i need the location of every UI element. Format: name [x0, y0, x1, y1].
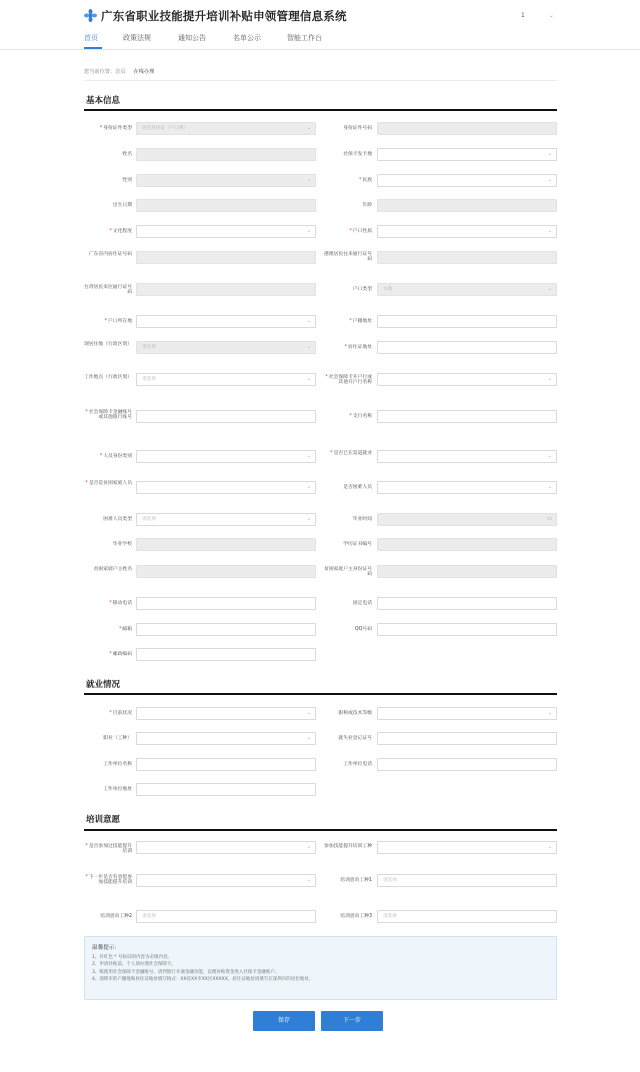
- chevron-down-icon: ⌄: [306, 735, 311, 741]
- chevron-down-icon: ⌄: [306, 125, 311, 131]
- chevron-down-icon: ⌄: [547, 484, 552, 490]
- chevron-down-icon: ⌄: [547, 453, 552, 459]
- chevron-down-icon: ⌄: [306, 877, 311, 883]
- desired-trade-1-label: 培训意向工种1: [340, 878, 372, 883]
- employer-name-label: 工作单位名称: [103, 762, 132, 767]
- landline-input[interactable]: [377, 597, 557, 610]
- chevron-down-icon: ⌄: [547, 177, 552, 183]
- section-rule: [84, 829, 557, 831]
- nav-active-indicator: [84, 47, 102, 49]
- hkmo-permit-label: 港澳居民往来通行证号码: [324, 252, 372, 263]
- training-type-label: 参加技能提升培训工种: [324, 844, 372, 849]
- id-number-input[interactable]: [377, 122, 557, 135]
- title-level-label: 职称或技术等级: [338, 711, 372, 716]
- diploma-number-label: 学历证书编号: [343, 542, 372, 547]
- chevron-down-icon: ⌄: [547, 228, 552, 234]
- occupation-select[interactable]: [136, 732, 316, 745]
- logo-icon: [84, 9, 97, 22]
- divider: [84, 80, 557, 81]
- user-menu[interactable]: 1: [521, 12, 525, 19]
- save-button[interactable]: 保存: [253, 1011, 315, 1031]
- chevron-down-icon: ⌄: [306, 318, 311, 324]
- gender-label: 性别: [122, 178, 132, 183]
- channel-employment-select[interactable]: [377, 450, 557, 463]
- desired-trade-3-select[interactable]: 请选择: [377, 910, 557, 923]
- person-category-label: *人员身份类别: [99, 454, 132, 459]
- tip-line: 2、申请补贴前，个人须办理社会保障卡。: [92, 962, 176, 968]
- employer-name-input[interactable]: [136, 758, 316, 771]
- nav-item-public-lists[interactable]: 名单公示: [233, 34, 261, 42]
- desired-trade-3-label: 培训意向工种3: [340, 914, 372, 919]
- chevron-down-icon: ⌄: [306, 376, 311, 382]
- title-level-select[interactable]: [377, 707, 557, 720]
- calendar-icon: ▭: [546, 516, 552, 522]
- employer-phone-input[interactable]: [377, 758, 557, 771]
- hardship-type-select[interactable]: 请选择 ⌄: [136, 513, 316, 526]
- mobile-input[interactable]: [136, 597, 316, 610]
- section-title-basic: 基本信息: [86, 96, 121, 106]
- email-label: *邮箱: [118, 627, 132, 632]
- education-label: *文化程度: [109, 229, 132, 234]
- current-status-label: *目前状况: [109, 711, 132, 716]
- hkmo-permit-input[interactable]: [377, 251, 557, 264]
- current-residence-select[interactable]: 请选择 ⌄: [136, 341, 316, 354]
- hukou-nature-select[interactable]: [377, 225, 557, 238]
- social-card-place-label: 社保卡发卡地: [343, 152, 372, 157]
- hukou-address-input[interactable]: [377, 315, 557, 328]
- chevron-down-icon: ⌄: [306, 453, 311, 459]
- social-bank-label: *社会保障卡开户行或其他开户行名称: [325, 375, 372, 386]
- current-residence-label: 现居住地（行政区划）: [84, 342, 132, 347]
- tw-permit-label: 台湾居民来往通行证号码: [84, 285, 132, 296]
- tip-line: 1、有红色 * 号标识的内容为必填内容。: [92, 955, 172, 960]
- qq-label: QQ号码: [354, 627, 372, 632]
- id-type-label: *身份证件类型: [99, 126, 132, 131]
- tip-line: 3、账使用社会保障卡金融账号，请到银行开通金融功能，以便补贴资金进入社保卡金融账户。: [92, 969, 280, 975]
- training-type-select[interactable]: [377, 841, 557, 854]
- site-title: 广东省职业技能提升培训补贴申领管理信息系统: [101, 9, 347, 23]
- employer-phone-label: 工作单位电话: [343, 762, 372, 767]
- email-input[interactable]: [136, 623, 316, 636]
- tips-box: [84, 936, 557, 1000]
- breadcrumb-current: 在线办理: [133, 69, 155, 75]
- branch-name-label: *支行名称: [349, 414, 372, 419]
- employer-address-input[interactable]: [136, 783, 316, 796]
- section-title-employment: 就业情况: [86, 680, 121, 690]
- chevron-down-icon: ⌄: [547, 286, 552, 292]
- channel-employment-label: *是否已在渠道就业: [330, 451, 372, 456]
- next-step-button[interactable]: 下一步: [321, 1011, 383, 1031]
- school-input[interactable]: [136, 538, 316, 551]
- hukou-type-select[interactable]: 本地 ⌄: [377, 283, 557, 296]
- chevron-down-icon: ⌄: [306, 844, 311, 850]
- ethnicity-select[interactable]: [377, 174, 557, 187]
- residence-address-label: *居住证地址: [344, 345, 372, 350]
- nav-item-notices[interactable]: 通知公告: [178, 34, 206, 42]
- attended-training-select[interactable]: [136, 841, 316, 854]
- poor-head-name-input[interactable]: [136, 565, 316, 578]
- graduation-date-input[interactable]: [377, 513, 557, 526]
- breadcrumb: [84, 68, 154, 75]
- nav-item-workbench[interactable]: 智能工作台: [287, 34, 322, 42]
- id-number-label: 身份证件号码: [343, 126, 372, 131]
- desired-trade-2-select[interactable]: 请选择: [136, 910, 316, 923]
- unemployment-no-label: 就失业登记证号: [338, 736, 372, 741]
- hukou-type-label: 户口类型: [352, 287, 372, 292]
- work-location-select[interactable]: 请选择 ⌄: [136, 373, 316, 386]
- gd-residence-permit-label: 广东省内居住证号码: [88, 252, 132, 257]
- id-type-select[interactable]: 居民身份证（户口簿） ⌄: [136, 122, 316, 135]
- social-bank-select[interactable]: [377, 373, 557, 386]
- gender-select[interactable]: [136, 174, 316, 187]
- chevron-down-icon: ⌄: [547, 151, 552, 157]
- attended-training-label: *是否参加过技能提升培训: [85, 844, 132, 855]
- tw-permit-input[interactable]: [136, 283, 316, 296]
- landline-label: 固定电话: [352, 601, 372, 606]
- chevron-down-icon: ⌄: [547, 710, 552, 716]
- birth-date-input[interactable]: [136, 199, 316, 212]
- poverty-family-label: *是否是贫困家庭人员: [85, 481, 132, 486]
- hukou-location-select[interactable]: [136, 315, 316, 328]
- next-training-select[interactable]: [136, 874, 316, 887]
- chevron-down-icon: ⌄: [306, 228, 311, 234]
- chevron-down-icon: ⌄: [306, 484, 311, 490]
- hukou-address-label: *户籍地址: [349, 319, 372, 324]
- school-label: 毕业学校: [112, 542, 132, 547]
- hukou-nature-label: *户口性质: [349, 229, 372, 234]
- name-label: 姓名: [122, 152, 132, 157]
- breadcrumb-prefix[interactable]: 您当前位置：首页: [84, 69, 126, 75]
- unemployment-no-input[interactable]: [377, 732, 557, 745]
- qq-input[interactable]: [377, 623, 557, 636]
- tip-line: 4、深圳市的户籍地和居住证地址填写格式：XX省XX市XX区XXXXX，居住证地址请填写在深圳市的居住地址。: [92, 976, 314, 982]
- mobile-label: *移动电话: [109, 601, 132, 606]
- chevron-down-icon: ⌄: [306, 177, 311, 183]
- branch-name-input[interactable]: [377, 410, 557, 423]
- desired-trade-1-select[interactable]: 请选择: [377, 874, 557, 887]
- chevron-down-icon: ⌄: [306, 710, 311, 716]
- hardship-label: 是否困难人员: [343, 485, 372, 490]
- next-training-label: *下一步是否有意愿参加技能提升培训: [85, 875, 132, 886]
- chevron-down-icon: ⌄: [306, 344, 311, 350]
- nav-item-policies[interactable]: 政策法规: [123, 34, 151, 42]
- residence-address-input[interactable]: [377, 341, 557, 354]
- person-category-select[interactable]: [136, 450, 316, 463]
- name-input[interactable]: [136, 148, 316, 161]
- tips-title: 温馨提示：: [92, 945, 120, 951]
- section-title-training: 培训意愿: [86, 815, 121, 825]
- work-location-label: 工作地点（行政区划）: [84, 375, 132, 380]
- social-account-input[interactable]: [136, 410, 316, 423]
- gd-residence-permit-input[interactable]: [136, 251, 316, 264]
- poverty-family-select[interactable]: [136, 481, 316, 494]
- ethnicity-label: *民族: [358, 178, 372, 183]
- chevron-down-icon: ⌄: [547, 844, 552, 850]
- age-input[interactable]: [377, 199, 557, 212]
- poor-head-id-label: 贫困家庭户主身份证号码: [324, 567, 372, 578]
- postcode-input[interactable]: [136, 648, 316, 661]
- hardship-type-label: 困难人员类型: [103, 517, 132, 522]
- age-label: 年龄: [362, 203, 372, 208]
- postcode-label: *邮政编码: [109, 652, 132, 657]
- chevron-down-icon: ⌄: [306, 516, 311, 522]
- employer-address-label: 工作单位地址: [103, 787, 132, 792]
- social-account-label: *社会保障卡金融账号或其他银行账号: [85, 410, 132, 421]
- graduation-date-label: 毕业时间: [352, 517, 372, 522]
- chevron-down-icon[interactable]: ⌄: [549, 12, 555, 19]
- hukou-location-label: *户口所在地: [104, 319, 132, 324]
- section-rule: [84, 109, 557, 111]
- section-rule: [84, 693, 557, 695]
- header: [0, 0, 640, 50]
- social-card-place-select[interactable]: [377, 148, 557, 161]
- birth-date-label: 出生日期: [112, 203, 132, 208]
- education-select[interactable]: [136, 225, 316, 238]
- hardship-select[interactable]: [377, 481, 557, 494]
- poor-head-name-label: 贫困家庭户主姓名: [93, 567, 132, 572]
- nav-item-home[interactable]: 首页: [84, 34, 98, 42]
- diploma-number-input[interactable]: [377, 538, 557, 551]
- chevron-down-icon: ⌄: [547, 376, 552, 382]
- occupation-label: 职业（工种）: [103, 736, 132, 741]
- desired-trade-2-label: 培训意向工种2: [100, 914, 132, 919]
- current-status-select[interactable]: [136, 707, 316, 720]
- poor-head-id-input[interactable]: [377, 565, 557, 578]
